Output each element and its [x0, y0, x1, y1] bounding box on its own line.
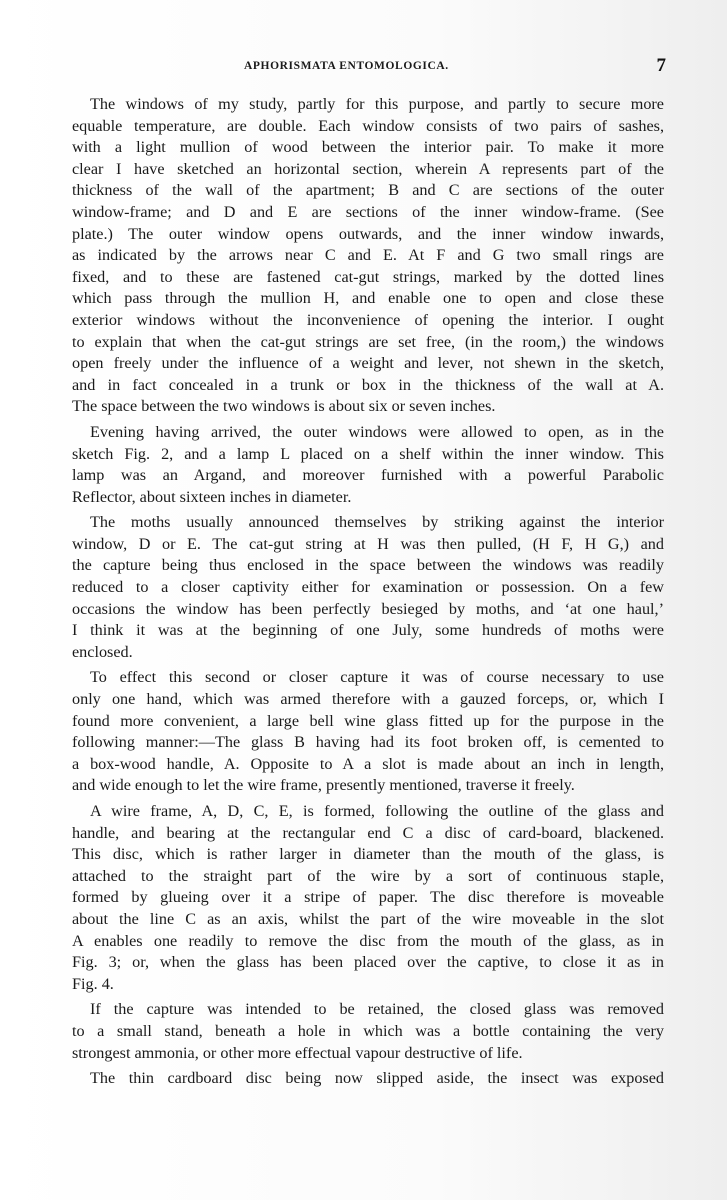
text-line: found more convenient, a large bell wine glass fitted up for the purpose in the: [72, 711, 664, 730]
text-line: I think it was at the beginning of one July, some hundreds of moths were: [72, 621, 664, 640]
text-line: strongest ammonia, or other more effectual vapour destructive of life.: [72, 1043, 523, 1062]
text-line: handle, and bearing at the rectangular end C a disc of card-board, blackened.: [72, 823, 664, 842]
text-line: window, D or E. The cat-gut string at H was then pulled, (H F, H G,) and: [72, 534, 664, 553]
running-head: [54, 55, 666, 82]
text-line: following manner:—The glass B having had its foot broken off, is cemented to: [72, 733, 664, 752]
text-line: attached to the straight part of the wire by a sort of continuous staple,: [72, 866, 664, 885]
book-page: [54, 55, 666, 1094]
text-line: This disc, which is rather larger in diameter than the mouth of the glass, is: [72, 845, 664, 864]
paragraph-evening-lamp: [54, 422, 664, 508]
text-line: A wire frame, A, D, C, E, is formed, following the outline of the glass and: [90, 802, 664, 820]
text-line: open freely under the influence of a weight and lever, not shewn in the sketch,: [72, 354, 664, 373]
text-line: Fig. 4.: [72, 974, 114, 993]
text-line: thickness of the wall of the apartment; B and C are sections of the outer: [72, 181, 664, 200]
text-line: The moths usually announced themselves by striking against the interior: [90, 513, 664, 532]
text-line: with a light mullion of wood between the interior pair. To make it more: [72, 138, 664, 157]
text-line: a box-wood handle, A. Opposite to A a slot is made about an inch in length,: [72, 754, 664, 773]
text-line: window-frame; and D and E are sections of the inner window-frame. (See: [72, 202, 664, 221]
paragraph-windows-description: [54, 94, 664, 418]
text-line: and in fact concealed in a trunk or box in the thickness of the wall at A.: [72, 375, 664, 394]
page-number: 7: [656, 55, 666, 76]
text-line: The thin cardboard disc being now slipped aside, the insect was exposed: [90, 1069, 664, 1088]
paragraph-retention: [54, 999, 664, 1064]
text-line: equable temperature, are double. Each window consists of two pairs of sashes,: [72, 116, 664, 135]
text-line: If the capture was intended to be retained, the closed glass was removed: [90, 1000, 664, 1019]
text-line: plate.) The outer window opens outwards, and the inner window inwards,: [72, 224, 664, 243]
text-line: which pass through the mullion H, and enable one to open and close these: [72, 289, 664, 308]
text-line: to explain that when the cat-gut strings are set free, (in the room,) the windows: [72, 332, 664, 351]
text-line: the capture being thus enclosed in the space between the windows was readily: [72, 556, 664, 575]
text-line: fixed, and to these are fastened cat-gut strings, marked by the dotted lines: [72, 267, 664, 286]
text-line: clear I have sketched an horizontal section, wherein A represents part of the: [72, 159, 664, 178]
text-line: only one hand, which was armed therefore with a gauzed forceps, or, which I: [72, 690, 664, 709]
text-line: sketch Fig. 2, and a lamp L placed on a shelf within the inner window. This: [72, 444, 664, 463]
text-line: to a small stand, beneath a hole in which was a bottle containing the very: [72, 1021, 664, 1040]
text-line: occasions the window has been perfectly besieged by moths, and ‘at one haul,’: [72, 599, 664, 618]
text-line: enclosed.: [72, 642, 133, 661]
text-line: and wide enough to let the wire frame, presently mentioned, traverse it freely.: [72, 776, 575, 795]
text-line: about the line C as an axis, whilst the part of the wire moveable in the slot: [72, 909, 664, 928]
text-line: formed by glueing over it a stripe of paper. The disc therefore is moveable: [72, 888, 664, 907]
paragraph-disc-slipped: [54, 1068, 664, 1090]
text-line: lamp was an Argand, and moreover furnished with a powerful Parabolic: [72, 466, 664, 485]
text-line: To effect this second or closer capture it was of course necessary to use: [90, 668, 664, 687]
text-line: The windows of my study, partly for this purpose, and partly to secure more: [90, 95, 664, 113]
text-line: Reflector, about sixteen inches in diameter.: [72, 487, 352, 506]
text-line: exterior windows without the inconvenience of opening the interior. I ought: [72, 310, 664, 329]
running-title: APHORISMATA ENTOMOLOGICA.: [244, 60, 449, 72]
text-line: Evening having arrived, the outer windows were allowed to open, as in the: [90, 422, 664, 441]
text-line: reduced to a closer captivity either for examination or possession. On a few: [72, 578, 664, 597]
text-line: The space between the two windows is about six or seven inches.: [72, 397, 496, 416]
text-line: A enables one readily to remove the disc from the mouth of the glass, as in: [72, 931, 664, 950]
paragraph-wire-frame: [54, 801, 664, 995]
paragraph-moths-capture: [54, 512, 664, 663]
text-line: as indicated by the arrows near C and E. At F and G two small rings are: [72, 246, 664, 265]
body-text: [54, 94, 664, 1090]
text-line: Fig. 3; or, when the glass has been placed over the captive, to close it as in: [72, 953, 664, 972]
paragraph-closer-capture: [54, 667, 664, 797]
